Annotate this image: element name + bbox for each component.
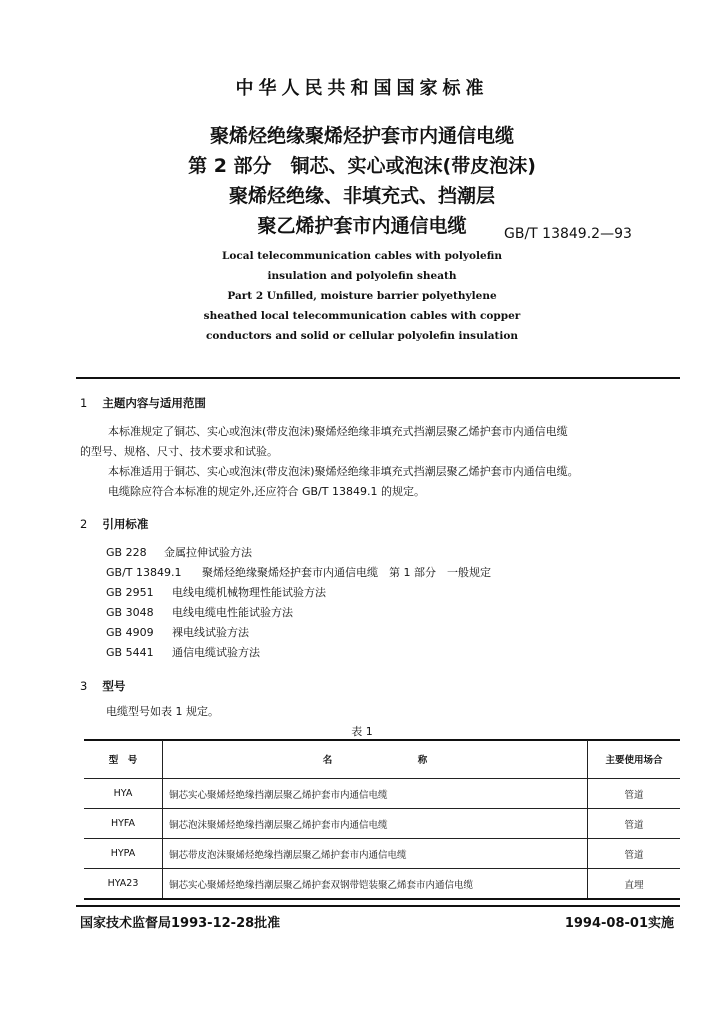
cell-name: 铜芯实心聚烯烃绝缘挡潮层聚乙烯护套双钢带铠装聚乙烯套市内通信电缆 [163,869,588,900]
reference-code: GB 5441 [106,646,154,659]
section-1-para-1b: 的型号、规格、尺寸、技术要求和试验。 [80,445,278,458]
english-title-line-1: Local telecommunication cables with polyolefin [222,250,502,262]
reference-item [106,644,260,660]
section-2-title: 引用标准 [102,517,149,531]
section-1-para-1a: 本标准规定了铜芯、实心或泡沫(带皮泡沫)聚烯烃绝缘非填充式挡潮层聚乙烯护套市内通信电缆 [108,425,568,438]
title-line-2: 第 2 部分 铜芯、实心或泡沫(带皮泡沫) [188,155,536,177]
title-line-1: 聚烯烃绝缘聚烯烃护套市内通信电缆 [209,125,514,147]
reference-code: GB 4909 [106,626,154,639]
reference-title: 电线电缆机械物理性能试验方法 [172,586,326,599]
reference-title: 聚烯烃绝缘聚烯烃护套市内通信电缆 第 1 部分 一般规定 [202,566,491,579]
header-name: 名 称 [163,740,588,779]
title-line-4: 聚乙烯护套市内通信电缆 [257,215,467,237]
section-1-heading [80,392,206,411]
cell-name: 铜芯泡沫聚烯烃绝缘挡潮层聚乙烯护套市内通信电缆 [163,809,588,839]
section-1-number: 1 [80,396,88,410]
title-line-3: 聚烯烃绝缘、非填充式、挡潮层 [228,185,495,207]
header-model: 型 号 [84,740,163,779]
reference-code: GB 2951 [106,586,154,599]
cell-use: 管道 [588,809,681,839]
footer-divider [76,905,680,907]
cell-name: 铜芯实心聚烯烃绝缘挡潮层聚乙烯护套市内通信电缆 [163,779,588,809]
model-table [84,740,680,900]
section-3-para: 电缆型号如表 1 规定。 [106,705,219,718]
section-1-title: 主题内容与适用范围 [102,396,206,410]
header-use: 主要使用场合 [588,740,681,779]
reference-code: GB 228 [106,546,147,559]
national-standard-header: 中华人民共和国国家标准 [235,78,489,99]
reference-item [106,624,249,640]
english-title-line-4: sheathed local telecommunication cables with copper [203,310,521,322]
english-title-line-5: conductors and solid or cellular polyolefin insulation [205,330,518,342]
reference-title: 电线电缆电性能试验方法 [172,606,293,619]
section-3-heading [80,675,125,694]
reference-title: 通信电缆试验方法 [172,646,260,659]
table-row [84,809,680,839]
english-title-line-2: insulation and polyolefin sheath [267,270,457,282]
english-title-line-3: Part 2 Unfilled, moisture barrier polyethylene [227,290,497,302]
standard-code: GB/T 13849.2—93 [504,226,632,242]
section-2-heading [80,513,148,532]
cell-model: HYPA [84,839,163,869]
reference-item [106,604,293,620]
reference-title: 金属拉伸试验方法 [164,546,252,559]
table-row [84,779,680,809]
section-3-title: 型号 [102,679,126,693]
cell-model: HYA23 [84,869,163,900]
section-2-number: 2 [80,517,88,531]
reference-item [106,544,252,560]
approval-statement: 国家技术监督局1993-12-28批准 [80,916,281,931]
section-3-number: 3 [80,679,88,693]
cell-model: HYA [84,779,163,809]
table-caption: 表 1 [351,725,373,738]
cell-use: 管道 [588,839,681,869]
reference-code: GB/T 13849.1 [106,566,182,579]
table-header-row [84,740,680,779]
reference-item [106,584,326,600]
reference-title: 裸电线试验方法 [172,626,249,639]
cell-use: 管道 [588,779,681,809]
reference-item [106,564,491,580]
implementation-date: 1994-08-01实施 [564,916,674,931]
table-row [84,839,680,869]
cell-use: 直埋 [588,869,681,900]
header-divider [76,377,680,379]
cell-name: 铜芯带皮泡沫聚烯烃绝缘挡潮层聚乙烯护套市内通信电缆 [163,839,588,869]
reference-code: GB 3048 [106,606,154,619]
cell-model: HYFA [84,809,163,839]
table-row [84,869,680,900]
section-1-para-2: 本标准适用于铜芯、实心或泡沫(带皮泡沫)聚烯烃绝缘非填充式挡潮层聚乙烯护套市内通信电缆。 [108,465,579,478]
section-1-para-3: 电缆除应符合本标准的规定外,还应符合 GB/T 13849.1 的规定。 [108,485,425,498]
